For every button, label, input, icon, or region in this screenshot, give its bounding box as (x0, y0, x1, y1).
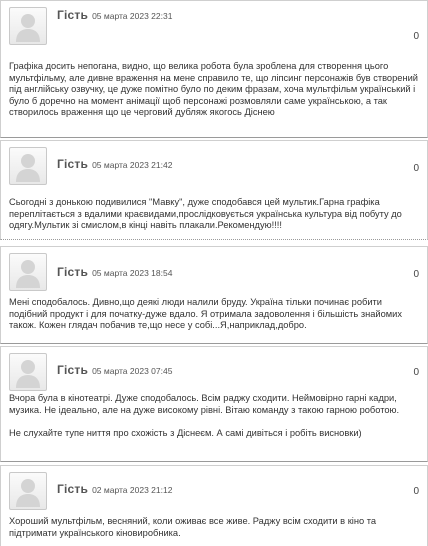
comment-rating[interactable]: 0 (413, 269, 419, 280)
comment-text: Хороший мультфільм, весняний, коли оживає все живе. Раджу всім сходити в кіно та підтримати українського кіновиробника. (9, 516, 377, 538)
avatar[interactable] (9, 253, 47, 291)
comment-rating[interactable]: 0 (413, 31, 419, 42)
comment-rating[interactable]: 0 (413, 163, 419, 174)
author-name: Гість (57, 157, 89, 171)
comment-text: Мені сподобалось. Дивно,що деякі люди налили бруду. Україна тільки починає робити подібний продукт і для початку-дуже вдало. Я отримала задоволення і більшість знайомих також. Кожен глядач побачив те,що несе у собі...Я,наприклад,добро. (9, 297, 402, 331)
comment-author[interactable] (57, 265, 172, 279)
comment-card (0, 0, 428, 138)
author-name: Гість (57, 482, 89, 496)
comment-date: 05 марта 2023 18:54 (92, 268, 173, 278)
comment-date: 05 марта 2023 07:45 (92, 366, 173, 376)
user-silhouette-icon (13, 475, 43, 507)
comment-date: 05 марта 2023 21:42 (92, 160, 173, 170)
avatar[interactable] (9, 472, 47, 510)
comment-text: Графіка досить непогана, видно, що велика робота була зроблена для створення цього мультфільму, але дивне враження на мене справило те, що ліпсинг персонажів був створений під англійську озвучку, це дуже помітно було по деким фразам, хоча мультфільм український і було б доречно на момент анімації щоб персонажі розмовляли саме українською, а так створилось враження що це черговий дубляж якогось Діснею (9, 61, 418, 118)
avatar[interactable] (9, 353, 47, 391)
user-silhouette-icon (13, 150, 43, 182)
comment-rating[interactable]: 0 (413, 367, 419, 378)
comment-rating[interactable]: 0 (413, 486, 419, 497)
comment-card (0, 140, 428, 240)
comment-card (0, 246, 428, 344)
author-name: Гість (57, 8, 89, 22)
user-silhouette-icon (13, 10, 43, 42)
comment-date: 05 марта 2023 22:31 (92, 11, 173, 21)
comment-text: Сьогодні з донькою подивилися "Мавку", дуже сподобався цей мультик.Гарна графіка переплітається з вдалими краєвидами,прослідковується українська культура від побуту до одягу.Мультик зі смислом,в кінці навіть плакали.Рекомендую!!!! (9, 197, 402, 231)
comment-date: 02 марта 2023 21:12 (92, 485, 173, 495)
comment-card (0, 346, 428, 462)
avatar[interactable] (9, 7, 47, 45)
comment-author[interactable] (57, 482, 172, 496)
comment-author[interactable] (57, 363, 172, 377)
comment-text: Вчора була в кінотеатрі. Дуже сподобалось. Всім раджу сходити. Неймовірно гарні кадри, музика. Не ідеально, але на дуже високому рівні. Вітаю команду з такою гарною роботою. Не слухайте тупе ниття про схожість з Діснеєм. А самі дивіться і робіть висновки) (9, 393, 400, 438)
comment-author[interactable] (57, 157, 172, 171)
author-name: Гість (57, 265, 89, 279)
user-silhouette-icon (13, 256, 43, 288)
avatar[interactable] (9, 147, 47, 185)
author-name: Гість (57, 363, 89, 377)
comment-author[interactable] (57, 8, 172, 22)
user-silhouette-icon (13, 356, 43, 388)
comment-card (0, 465, 428, 546)
